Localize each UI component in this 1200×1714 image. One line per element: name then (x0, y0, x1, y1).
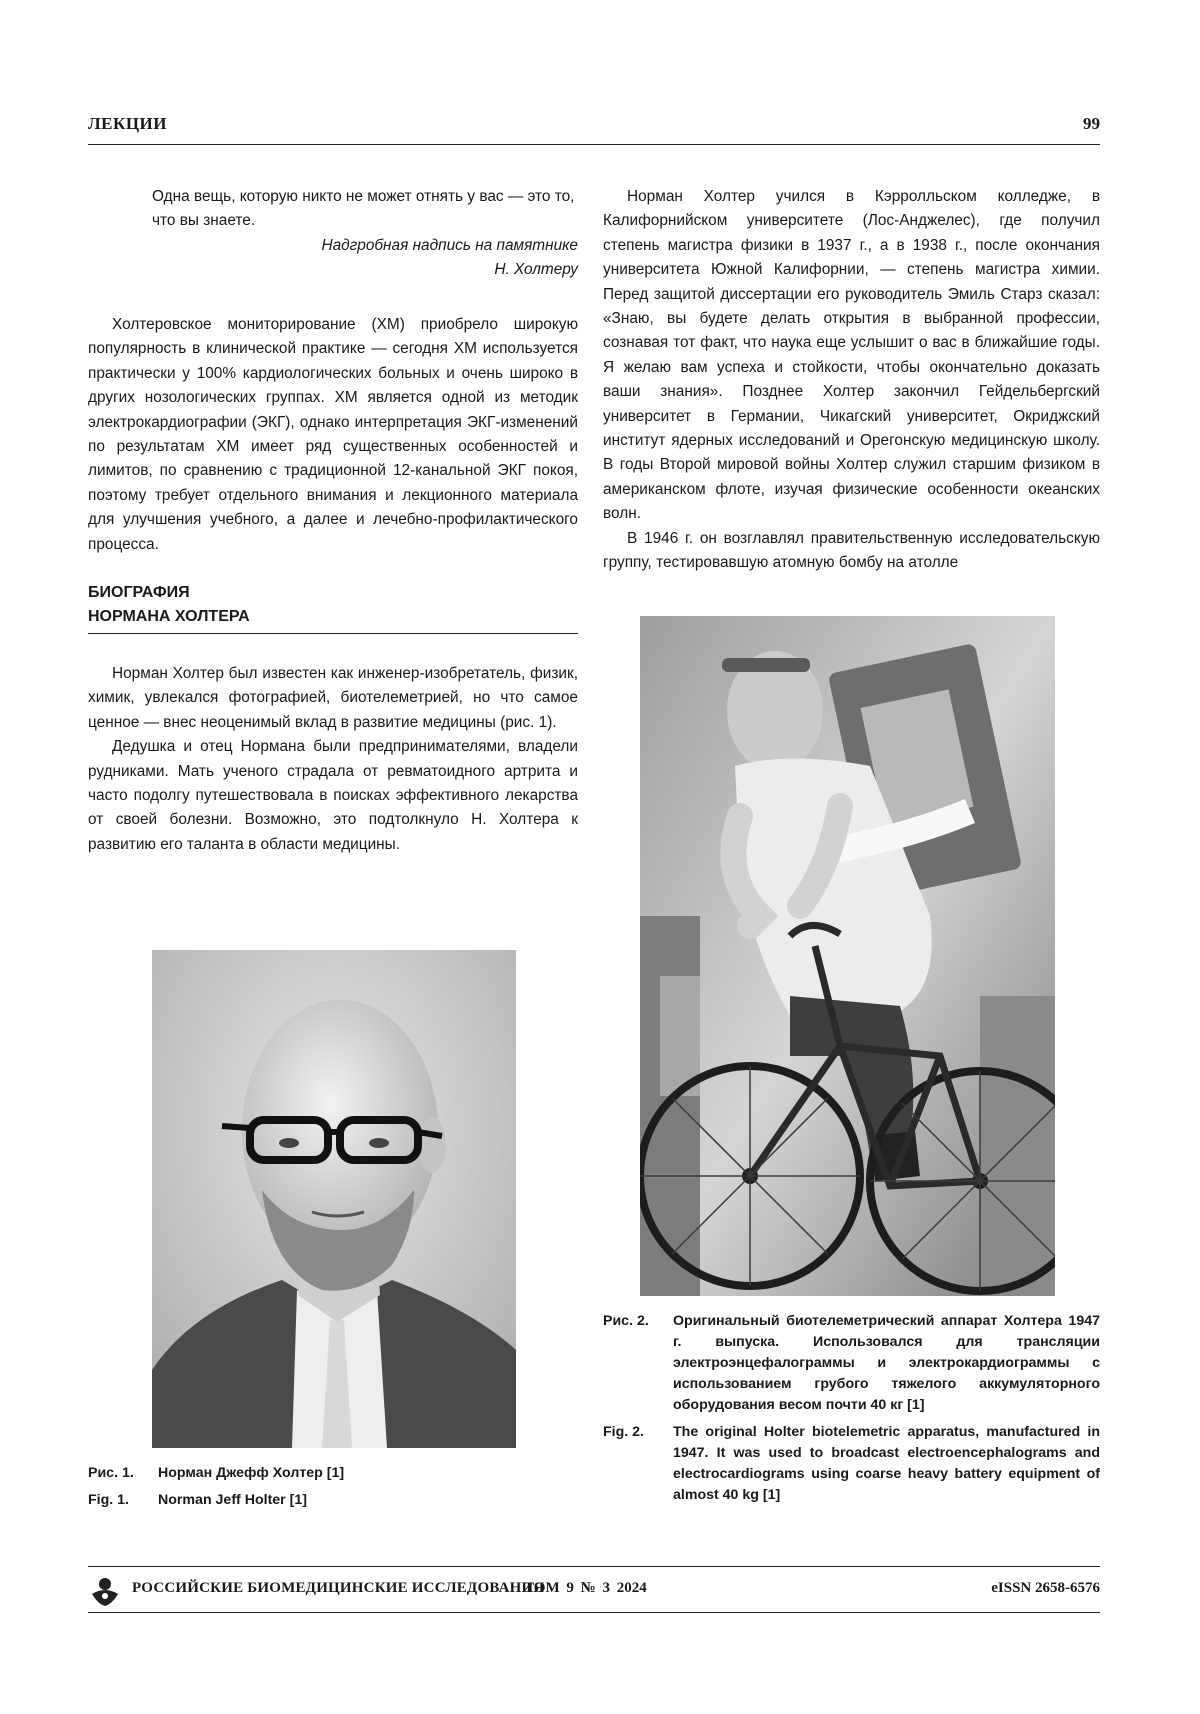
right-paragraph-2: В 1946 г. он возглавлял правительственную исследовательскую группу, тестировавшую атомную бомбу на атолле (603, 529, 1100, 572)
figure-2-ru-text: Оригинальный биотелеметрический аппарат Холтера 1947 г. выпуска. Использовался для трансляции электроэнцефалограммы и электрокардиограммы с использованием грубого тяжелого аккумуляторного оборудования весом почти 40 кг [1] (673, 1313, 1100, 1413)
epigraph-source-line-2: Н. Холтеру (494, 261, 578, 279)
figure-1-caption (88, 1463, 578, 1511)
journal-title: РОССИЙСКИЕ БИОМЕДИЦИНСКИЕ ИССЛЕДОВАНИЯ (132, 1580, 545, 1596)
intro-text-block (88, 313, 578, 557)
epigraph (152, 185, 578, 283)
heading-line-2: НОРМАНА ХОЛТЕРА (88, 608, 250, 625)
footer-rule-top (88, 1566, 1100, 1567)
section-heading (88, 581, 578, 634)
figure-2-en-label: Fig. 2. (603, 1424, 644, 1440)
figure-1-en-text: Norman Jeff Holter [1] (158, 1492, 307, 1508)
biography-paragraph-2: Дедушка и отец Нормана были предпринимателями, владели рудниками. Мать ученого страдала от ревматоидного артрита и часто подолгу путешествовала в поисках эффективного лекарства от своей болезни. Возможно, это подтолкнуло Н. Холтера к развитию его таланта в области медицины. (88, 738, 578, 853)
figure-2-ru-label: Рис. 2. (603, 1313, 649, 1329)
epigraph-quote: Одна вещь, которую никто не может отнять у вас — это то, что вы знаете. (152, 188, 575, 230)
figure-1-ru-text: Норман Джефф Холтер [1] (158, 1465, 345, 1481)
issn: eISSN 2658-6576 (991, 1580, 1100, 1596)
figure-2-en-text: The original Holter biotelemetric apparatus, manufactured in 1947. It was used to broadcast electroencephalograms and electrocardiograms using coarse heavy battery equipment of almost 40 kg [1] (673, 1424, 1100, 1503)
biography-paragraph-1: Норман Холтер был известен как инженер-изобретатель, физик, химик, увлекался фотографией, биотелеметрией, но что самое ценное — внес неоценимый вклад в развитие медицины (рис. 1). (88, 665, 578, 731)
figure-2-caption (603, 1311, 1100, 1506)
section-title: ЛЕКЦИИ (88, 114, 168, 133)
biography-text-block (88, 662, 578, 857)
portrait-photo (152, 950, 516, 1448)
issue-info: ТОМ 9 № 3 2024 (524, 1580, 647, 1596)
epigraph-source-line-1: Надгробная надпись на памятнике (321, 236, 578, 254)
right-column-text-block (603, 185, 1100, 576)
journal-logo-icon (88, 1574, 122, 1608)
bicycle-photo (640, 616, 1055, 1296)
running-header (88, 108, 1100, 145)
running-footer (88, 1574, 1100, 1608)
footer-rule-bottom (88, 1612, 1100, 1613)
heading-line-1: БИОГРАФИЯ (88, 584, 190, 601)
right-paragraph-1: Норман Холтер учился в Кэрролльском колледже, в Калифорнийском университете (Лос-Анджелес), где получил степень магистра физики в 1937 г., а в 1938 г., после окончания университета Южной Калифорнии, — степень магистра химии. Перед защитой диссертации его руководитель Эмиль Старз сказал: «Знаю, вы будете делать открытия в выбранной профессии, сознавая тот факт, что наука еще услышит о вас в ближайшие годы. Я желаю вам успеха и стойкости, чтобы окончательно доказать ваши знания». Позднее Холтер закончил Гейдельбергский университет в Германии, Чикагский университет, Окриджский институт ядерных исследований и Орегонскую медицинскую школу. В годы Второй мировой войны Холтер служил старшим физиком в американском флоте, изучая физические особенности океанских волн. (603, 188, 1100, 523)
figure-1-en-label: Fig. 1. (88, 1492, 129, 1508)
intro-paragraph: Холтеровское мониторирование (ХМ) приобрело широкую популярность в клинической практике — сегодня ХМ используется практически у 100% кардиологических больных и очень широко в других нозологических группах. ХМ является одной из методик электрокардиографии (ЭКГ), однако интерпретация ЭКГ-изменений по результатам ХМ имеет ряд существенных особенностей и лимитов, по сравнению с традиционной 12-канальной ЭКГ покоя, поэтому требует отдельного внимания и лекционного материала для улучшения учебного, а далее и лечебно-профилактического процесса. (88, 316, 578, 553)
page-number: 99 (1083, 114, 1100, 133)
figure-1-ru-label: Рис. 1. (88, 1465, 134, 1481)
